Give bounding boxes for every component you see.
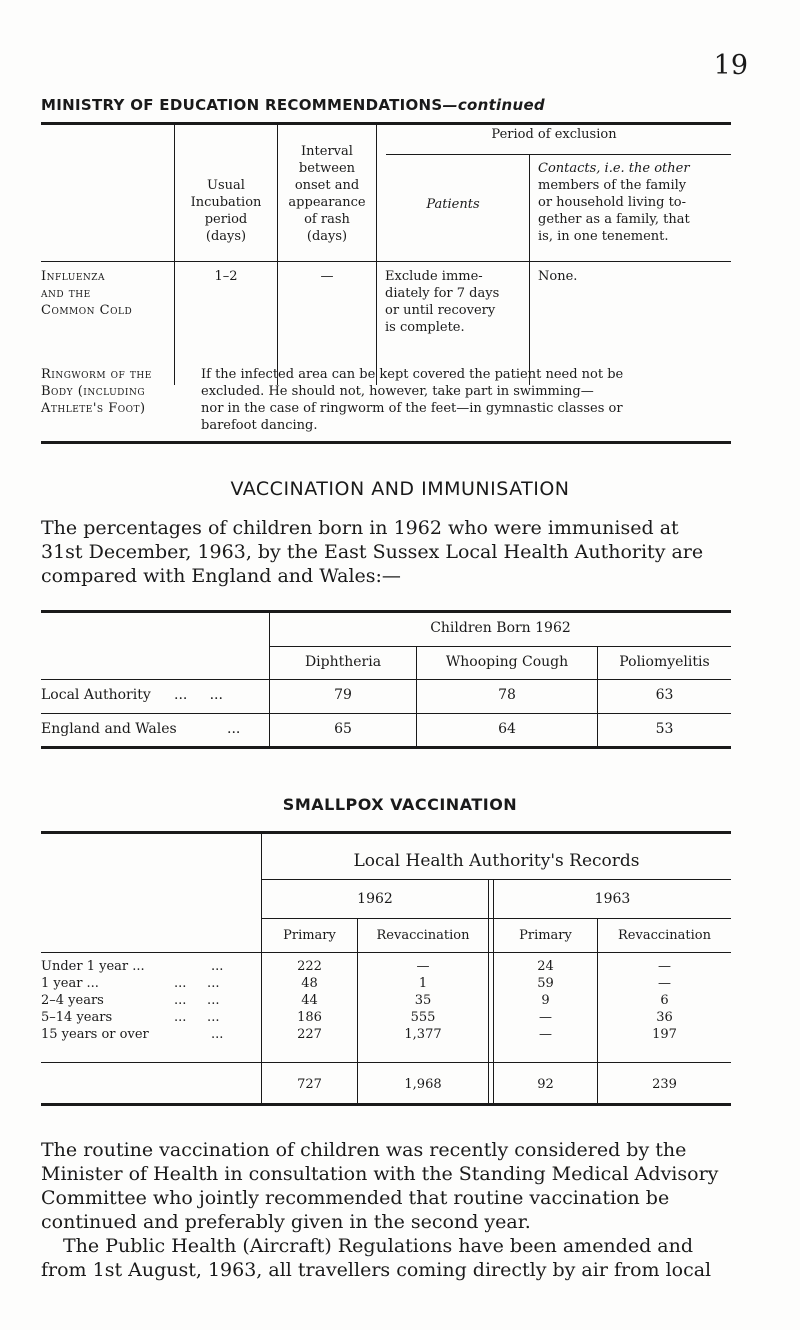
ringworm-text-line: excluded. He should not, however, take part in swimming— (201, 384, 594, 399)
cell-value: 64 (498, 721, 516, 737)
header-line: gether as a family, that (538, 212, 690, 227)
header-line: Contacts, i.e. the other (538, 161, 690, 176)
disease-line: and the (41, 286, 91, 301)
patients-line: or until recovery (385, 303, 496, 318)
smallpox-cell: — (539, 1027, 552, 1042)
col-whooping-cough: Whooping Cough (445, 654, 569, 670)
row-leader: ... ... (174, 993, 220, 1008)
patients-value (385, 268, 525, 336)
disease-line: Influenza (41, 269, 106, 284)
year-1962: 1962 (357, 891, 393, 907)
row-label: 5–14 years (41, 1010, 113, 1025)
row-label: 2–4 years (41, 993, 104, 1008)
vaccination-title: VACCINATION AND IMMUNISATION (230, 478, 570, 500)
row-label: England and Wales (41, 721, 177, 737)
closing-line: Minister of Health in consultation with the Standing Medical Advisory (41, 1163, 719, 1185)
header-line: appearance (288, 195, 366, 210)
row-leader: ... ... (174, 687, 223, 703)
col-diphtheria: Diphtheria (304, 654, 382, 670)
records-header: Local Health Authority's Records (353, 851, 640, 871)
header-line: of rash (304, 212, 350, 227)
col-revaccination-1962: Revaccination (376, 928, 470, 943)
page-number: 19 (713, 50, 748, 81)
smallpox-cell: 9 (541, 993, 550, 1008)
smallpox-cell: 48 (301, 976, 318, 991)
row-leader: ... (211, 959, 224, 974)
total-value: 239 (652, 1077, 677, 1092)
smallpox-row-label (41, 1009, 220, 1026)
intro-line: compared with England and Wales:— (41, 565, 401, 587)
smallpox-cell: 222 (297, 959, 322, 974)
header-line: onset and (294, 178, 360, 193)
header-line: between (298, 161, 356, 176)
smallpox-cell: — (658, 976, 671, 991)
cell-value: 63 (655, 687, 674, 703)
interval-value: — (320, 269, 334, 284)
intro-line: 31st December, 1963, by the East Sussex Local Health Authority are (41, 541, 704, 563)
header-line: Interval (301, 144, 353, 159)
col-revaccination-1963: Revaccination (618, 928, 711, 943)
immunisation-table (41, 610, 731, 750)
patients-line: Exclude imme- (385, 269, 483, 284)
col-poliomyelitis: Poliomyelitis (619, 654, 710, 670)
cell-value: 65 (334, 721, 352, 737)
contacts-value: None. (538, 269, 578, 284)
total-value: 92 (537, 1077, 554, 1092)
ringworm-text-line: nor in the case of ringworm of the feet—in gymnastic classes or (201, 401, 623, 416)
closing-line: The Public Health (Aircraft) Regulations have been amended and (63, 1235, 694, 1257)
ringworm-text-line: barefoot dancing. (201, 418, 318, 433)
row-leader: ... ... (174, 976, 220, 991)
row-label: Under 1 year ... (41, 959, 145, 974)
col-period-group-header: Period of exclusion (491, 127, 617, 142)
smallpox-cell: — (658, 959, 671, 974)
smallpox-row-label (41, 958, 224, 975)
total-value: 1,968 (404, 1077, 442, 1092)
smallpox-cell: — (539, 1010, 552, 1025)
col-primary-1963: Primary (519, 928, 572, 943)
smallpox-table (41, 831, 731, 1107)
smallpox-cell: 6 (660, 993, 669, 1008)
header-line: (days) (205, 229, 247, 244)
smallpox-cell: 36 (656, 1010, 673, 1025)
col-primary-1962: Primary (283, 928, 336, 943)
ringworm-line: Body (including (41, 384, 146, 399)
closing-line: The routine vaccination of children was recently considered by the (41, 1139, 687, 1161)
header-line: is, in one tenement. (538, 229, 669, 244)
disease-influenza (41, 268, 132, 319)
patients-line: diately for 7 days (385, 286, 500, 301)
smallpox-cell: 227 (297, 1027, 322, 1042)
closing-line: Committee who jointly recommended that routine vaccination be (41, 1187, 670, 1209)
cell-value: 53 (655, 721, 674, 737)
contacts-line-0 (538, 161, 690, 176)
smallpox-cell: 59 (537, 976, 554, 991)
row-local-authority (41, 687, 223, 704)
cell-value: 79 (334, 687, 352, 703)
row-label: 1 year ... (41, 976, 99, 991)
closing-paragraph (41, 1138, 751, 1282)
smallpox-row-label (41, 975, 220, 992)
header-title: MINISTRY OF EDUCATION RECOMMENDATIONS (41, 96, 443, 114)
smallpox-cell: 555 (410, 1010, 436, 1025)
ringworm-line: Ringworm of the (41, 367, 152, 382)
children-born-header: Children Born 1962 (430, 620, 571, 636)
smallpox-title: SMALLPOX VACCINATION (282, 795, 518, 814)
vaccination-intro (41, 516, 741, 588)
ringworm-text (201, 366, 731, 434)
exclusion-table (41, 122, 731, 444)
incubation-value: 1–2 (214, 269, 238, 284)
smallpox-cell: 1,377 (404, 1027, 442, 1042)
smallpox-row-label (41, 1026, 224, 1043)
header-line: Usual (207, 178, 245, 193)
smallpox-cell: 24 (537, 959, 554, 974)
smallpox-row-label (41, 992, 220, 1009)
smallpox-cell: 44 (301, 993, 318, 1008)
smallpox-cell: 35 (414, 993, 432, 1008)
row-leader: ... ... (174, 1010, 220, 1025)
patients-line: is complete. (385, 320, 465, 335)
closing-line: from 1st August, 1963, all travellers coming directly by air from local (41, 1259, 712, 1281)
year-1963: 1963 (594, 891, 631, 907)
ringworm-text-line: If the infected area can be kept covered the patient need not be (201, 367, 624, 382)
ringworm-line: Athlete's Foot) (41, 401, 146, 416)
header-line: Incubation (190, 195, 262, 210)
closing-line: continued and preferably given in the second year. (41, 1211, 531, 1233)
row-england-wales (41, 721, 241, 738)
smallpox-cell: 197 (652, 1027, 677, 1042)
header-line: or household living to- (538, 195, 687, 210)
row-label: Local Authority (41, 687, 151, 703)
col-patients-header: Patients (426, 197, 480, 212)
total-value: 727 (297, 1077, 322, 1092)
header-line: members of the family (538, 178, 687, 193)
header-line: period (204, 212, 248, 227)
smallpox-cell: 1 (418, 976, 428, 991)
page-header (41, 96, 545, 114)
smallpox-cell: 186 (297, 1010, 322, 1025)
col-interval-header (278, 143, 376, 245)
header-suffix: —continued (442, 96, 545, 114)
row-leader: ... (211, 1027, 224, 1042)
col-contacts-header (538, 160, 731, 245)
disease-ringworm (41, 366, 152, 417)
row-label: 15 years or over (41, 1027, 149, 1042)
intro-line: The percentages of children born in 1962 who were immunised at (41, 517, 679, 539)
disease-line: Common Cold (41, 303, 133, 318)
smallpox-cell: — (416, 959, 430, 974)
cell-value: 78 (498, 687, 516, 703)
header-line: (days) (306, 229, 348, 244)
col-incubation-header (175, 177, 277, 245)
row-leader: ... (227, 721, 241, 737)
